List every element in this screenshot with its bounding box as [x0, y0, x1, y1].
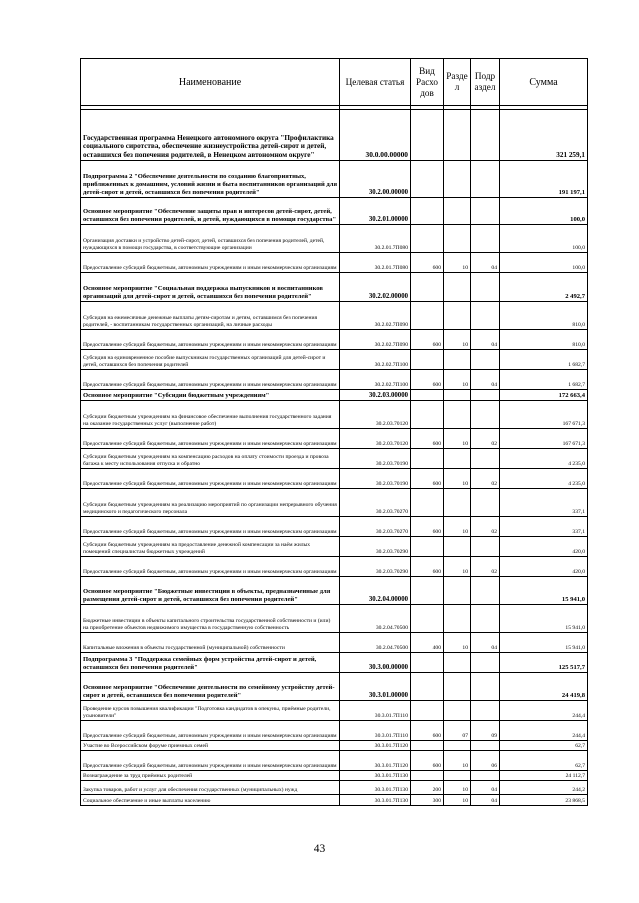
row-section-cell: [444, 537, 471, 557]
table-row: [81, 537, 588, 557]
row-name-cell: Предоставление субсидий бюджетным, автономным учреждениям и иным некоммерческим организациям: [81, 751, 340, 771]
row-target-article-cell: 30.2.03.70120: [340, 429, 411, 449]
row-name-cell: Государственная программа Ненецкого автономного округа "Профилактика социального сиротства, обеспечение жизнеустройства детей-сирот и детей, оставшихся без попечения родителей, в Ненецком автономном округе": [81, 110, 340, 161]
row-name-cell: Предоставление субсидий бюджетным, автономным учреждениям и иным некоммерческим организациям: [81, 253, 340, 273]
row-subsection-cell: [471, 605, 500, 633]
row-sum-cell: 15 941,0: [500, 633, 588, 653]
row-target-article-cell: 30.2.02.00000: [340, 273, 411, 302]
header-subsection: Подр аздел: [471, 59, 500, 106]
row-target-article-cell: 30.3.01.00000: [340, 673, 411, 701]
row-expense-type-cell: [411, 110, 444, 161]
row-sum-cell: 4 235,0: [500, 449, 588, 469]
row-expense-type-cell: [411, 302, 444, 330]
row-expense-type-cell: [411, 225, 444, 253]
row-section-cell: [444, 390, 471, 401]
row-expense-type-cell: 400: [411, 633, 444, 653]
row-subsection-cell: [471, 350, 500, 370]
row-sum-cell: 1 682,7: [500, 350, 588, 370]
row-name-cell: Субсидии бюджетным учреждениям на реализацию мероприятий по организации непрерывного обучения медицинского и педагогического персонала: [81, 489, 340, 517]
row-name-cell: Основное мероприятие "Обеспечение защиты прав и интересов детей-сирот, детей, оставшихся без попечения родителей, и детей, нуждающихся в помощи государства": [81, 198, 340, 225]
row-sum-cell: 337,1: [500, 517, 588, 537]
header-expense-type: Вид Расхо дов: [411, 59, 444, 106]
table-row: [81, 225, 588, 253]
table-body: [81, 110, 588, 806]
row-name-cell: Организация доставки и устройство детей-сирот, детей, оставшихся без попечения родителей, детей, нуждающихся в помощи государства, в соответствующие организации: [81, 225, 340, 253]
table-row: [81, 429, 588, 449]
row-name-cell: Основное мероприятие "Обеспечение деятельности по семейному устройству детей-сирот и детей, оставшихся без попечения родителей": [81, 673, 340, 701]
row-subsection-cell: 02: [471, 517, 500, 537]
row-name-cell: Предоставление субсидий бюджетным, автономным учреждениям и иным некоммерческим организациям: [81, 370, 340, 390]
table-row: [81, 721, 588, 741]
table-row: [81, 605, 588, 633]
row-name-cell: Субсидия на единовременное пособие выпускникам государственных организаций для детей-сирот и детей, оставшихся без попечения родителей: [81, 350, 340, 370]
table-row: [81, 557, 588, 577]
row-section-cell: [444, 273, 471, 302]
row-expense-type-cell: [411, 771, 444, 781]
budget-table: [80, 58, 588, 806]
row-subsection-cell: 06: [471, 751, 500, 771]
table-row: [81, 653, 588, 673]
row-target-article-cell: 30.2.00.00000: [340, 161, 411, 198]
row-expense-type-cell: [411, 161, 444, 198]
row-name-cell: Вознаграждение за труд приёмных родителей: [81, 771, 340, 781]
row-sum-cell: 191 197,1: [500, 161, 588, 198]
header-name: Наименование: [81, 59, 340, 106]
row-name-cell: Предоставление субсидий бюджетным, автономным учреждениям и иным некоммерческим организациям: [81, 721, 340, 741]
row-subsection-cell: 02: [471, 429, 500, 449]
row-sum-cell: 244,4: [500, 721, 588, 741]
row-target-article-cell: 30.2.04.70500: [340, 605, 411, 633]
row-subsection-cell: [471, 302, 500, 330]
row-section-cell: 10: [444, 370, 471, 390]
row-target-article-cell: 30.3.01.7П130: [340, 781, 411, 795]
row-name-cell: Проведение курсов повышения квалификации "Подготовка кандидатов в опекуны, приёмные родители, усыновители": [81, 701, 340, 721]
row-sum-cell: 244,4: [500, 701, 588, 721]
row-target-article-cell: 30.0.00.00000: [340, 110, 411, 161]
table-row: [81, 302, 588, 330]
row-expense-type-cell: [411, 449, 444, 469]
row-section-cell: 10: [444, 781, 471, 795]
row-name-cell: Закупка товаров, работ и услуг для обеспечения государственных (муниципальных) нужд: [81, 781, 340, 795]
row-section-cell: [444, 225, 471, 253]
row-expense-type-cell: [411, 605, 444, 633]
table-row: [81, 370, 588, 390]
row-name-cell: Подпрограмма 3 "Поддержка семейных форм устройства детей-сирот и детей, оставшихся без попечения родителей": [81, 653, 340, 673]
row-target-article-cell: 30.3.00.00000: [340, 653, 411, 673]
row-expense-type-cell: 600: [411, 517, 444, 537]
table-row: [81, 673, 588, 701]
row-subsection-cell: [471, 449, 500, 469]
table-row: [81, 701, 588, 721]
row-subsection-cell: 04: [471, 795, 500, 806]
row-expense-type-cell: [411, 653, 444, 673]
row-name-cell: Предоставление субсидий бюджетным, автономным учреждениям и иным некоммерческим организациям: [81, 330, 340, 350]
header-sum: Сумма: [500, 59, 588, 106]
row-expense-type-cell: [411, 577, 444, 605]
row-section-cell: [444, 198, 471, 225]
row-sum-cell: 337,1: [500, 489, 588, 517]
row-expense-type-cell: 600: [411, 330, 444, 350]
row-section-cell: [444, 701, 471, 721]
row-subsection-cell: 04: [471, 370, 500, 390]
row-target-article-cell: 30.2.02.7П100: [340, 350, 411, 370]
row-expense-type-cell: 600: [411, 370, 444, 390]
row-section-cell: [444, 741, 471, 751]
row-sum-cell: 420,0: [500, 557, 588, 577]
row-section-cell: [444, 605, 471, 633]
row-subsection-cell: [471, 701, 500, 721]
row-expense-type-cell: 600: [411, 721, 444, 741]
row-subsection-cell: 02: [471, 557, 500, 577]
row-section-cell: 10: [444, 557, 471, 577]
row-subsection-cell: [471, 401, 500, 429]
row-expense-type-cell: [411, 390, 444, 401]
row-target-article-cell: 30.2.04.70500: [340, 633, 411, 653]
table-header-row: [81, 59, 588, 106]
row-sum-cell: 23 868,5: [500, 795, 588, 806]
table-row: [81, 330, 588, 350]
row-target-article-cell: 30.2.03.00000: [340, 390, 411, 401]
row-target-article-cell: 30.3.01.7П120: [340, 751, 411, 771]
row-expense-type-cell: 200: [411, 781, 444, 795]
row-target-article-cell: 30.2.01.00000: [340, 198, 411, 225]
row-section-cell: 10: [444, 253, 471, 273]
row-section-cell: [444, 489, 471, 517]
row-sum-cell: 167 671,3: [500, 401, 588, 429]
row-name-cell: Предоставление субсидий бюджетным, автономным учреждениям и иным некоммерческим организациям: [81, 517, 340, 537]
row-name-cell: Предоставление субсидий бюджетным, автономным учреждениям и иным некоммерческим организациям: [81, 429, 340, 449]
row-section-cell: [444, 302, 471, 330]
row-sum-cell: 24 419,8: [500, 673, 588, 701]
row-target-article-cell: 30.2.03.70290: [340, 557, 411, 577]
row-target-article-cell: 30.2.03.70190: [340, 449, 411, 469]
row-target-article-cell: 30.2.01.7П080: [340, 253, 411, 273]
row-subsection-cell: [471, 390, 500, 401]
table-row: [81, 741, 588, 751]
row-subsection-cell: 04: [471, 781, 500, 795]
row-section-cell: 10: [444, 429, 471, 449]
row-target-article-cell: 30.2.03.70190: [340, 469, 411, 489]
row-target-article-cell: 30.3.01.7П130: [340, 795, 411, 806]
table-row: [81, 795, 588, 806]
row-subsection-cell: [471, 741, 500, 751]
row-target-article-cell: 30.2.01.7П080: [340, 225, 411, 253]
table-row: [81, 350, 588, 370]
row-subsection-cell: [471, 771, 500, 781]
header-target-article: Целевая статья: [340, 59, 411, 106]
row-subsection-cell: [471, 537, 500, 557]
row-target-article-cell: 30.2.02.7П090: [340, 302, 411, 330]
row-name-cell: Субсидии бюджетным учреждениям на финансовое обеспечение выполнения государственного задания на оказание государственных услуг (выполнение работ): [81, 401, 340, 429]
table-row: [81, 110, 588, 161]
row-target-article-cell: 30.3.01.7П110: [340, 721, 411, 741]
row-subsection-cell: 04: [471, 253, 500, 273]
row-expense-type-cell: 600: [411, 429, 444, 449]
row-sum-cell: 810,0: [500, 330, 588, 350]
row-subsection-cell: [471, 198, 500, 225]
row-sum-cell: 62,7: [500, 741, 588, 751]
row-expense-type-cell: 600: [411, 557, 444, 577]
row-target-article-cell: 30.3.01.7П110: [340, 701, 411, 721]
row-section-cell: [444, 577, 471, 605]
row-expense-type-cell: [411, 401, 444, 429]
header-section: Разде л: [444, 59, 471, 106]
row-subsection-cell: [471, 653, 500, 673]
row-sum-cell: 100,0: [500, 253, 588, 273]
row-sum-cell: 2 492,7: [500, 273, 588, 302]
row-expense-type-cell: 600: [411, 469, 444, 489]
row-subsection-cell: [471, 577, 500, 605]
row-expense-type-cell: [411, 537, 444, 557]
row-expense-type-cell: [411, 489, 444, 517]
row-target-article-cell: 30.2.03.70270: [340, 489, 411, 517]
row-section-cell: [444, 653, 471, 673]
row-subsection-cell: [471, 673, 500, 701]
row-section-cell: [444, 401, 471, 429]
row-name-cell: Социальное обеспечение и иные выплаты населению: [81, 795, 340, 806]
row-section-cell: 10: [444, 751, 471, 771]
row-name-cell: Капитальные вложения в объекты государственной (муниципальной) собственности: [81, 633, 340, 653]
row-subsection-cell: [471, 273, 500, 302]
row-name-cell: Субсидии бюджетным учреждениям на предоставление денежной компенсации за наём жилых помещений специалистам бюджетных учреждений: [81, 537, 340, 557]
row-subsection-cell: [471, 110, 500, 161]
table-row: [81, 751, 588, 771]
row-expense-type-cell: [411, 198, 444, 225]
row-expense-type-cell: [411, 273, 444, 302]
row-sum-cell: 100,0: [500, 198, 588, 225]
row-target-article-cell: 30.2.03.70270: [340, 517, 411, 537]
table-row: [81, 633, 588, 653]
row-expense-type-cell: [411, 741, 444, 751]
row-target-article-cell: 30.2.03.70290: [340, 537, 411, 557]
row-sum-cell: 420,0: [500, 537, 588, 557]
row-target-article-cell: 30.3.01.7П130: [340, 771, 411, 781]
table-row: [81, 577, 588, 605]
row-name-cell: Основное мероприятие "Социальная поддержка выпускников и воспитанников организаций для детей-сирот и детей, оставшихся без попечения родителей": [81, 273, 340, 302]
table-row: [81, 517, 588, 537]
row-sum-cell: 125 517,7: [500, 653, 588, 673]
row-section-cell: 10: [444, 330, 471, 350]
row-section-cell: [444, 673, 471, 701]
row-subsection-cell: 04: [471, 633, 500, 653]
table-row: [81, 469, 588, 489]
row-sum-cell: 167 671,3: [500, 429, 588, 449]
table-row: [81, 781, 588, 795]
row-sum-cell: 15 941,0: [500, 577, 588, 605]
row-subsection-cell: [471, 225, 500, 253]
row-section-cell: [444, 110, 471, 161]
row-section-cell: 07: [444, 721, 471, 741]
row-expense-type-cell: [411, 350, 444, 370]
row-name-cell: Субсидия на ежемесячные денежные выплаты детям-сиротам и детям, оставшимся без попечения родителей, - воспитанникам государственных организаций, на личные расходы: [81, 302, 340, 330]
row-sum-cell: 244,2: [500, 781, 588, 795]
table-row: [81, 489, 588, 517]
row-sum-cell: 810,0: [500, 302, 588, 330]
row-target-article-cell: 30.2.02.7П100: [340, 370, 411, 390]
row-sum-cell: 172 663,4: [500, 390, 588, 401]
row-section-cell: [444, 771, 471, 781]
table-row: [81, 273, 588, 302]
row-sum-cell: 4 235,0: [500, 469, 588, 489]
table-row: [81, 161, 588, 198]
row-name-cell: Подпрограмма 2 "Обеспечение деятельности по созданию благоприятных, приближенных к домашним, условий жизни и быта воспитанников организаций для детей-сирот и детей, оставшихся без попечения родителей": [81, 161, 340, 198]
row-sum-cell: 62,7: [500, 751, 588, 771]
row-target-article-cell: 30.2.03.70120: [340, 401, 411, 429]
row-target-article-cell: 30.2.02.7П090: [340, 330, 411, 350]
row-expense-type-cell: 300: [411, 795, 444, 806]
row-expense-type-cell: [411, 701, 444, 721]
row-target-article-cell: 30.3.01.7П120: [340, 741, 411, 751]
row-sum-cell: 24 112,7: [500, 771, 588, 781]
table-row: [81, 771, 588, 781]
row-name-cell: Предоставление субсидий бюджетным, автономным учреждениям и иным некоммерческим организациям: [81, 557, 340, 577]
row-subsection-cell: 09: [471, 721, 500, 741]
row-name-cell: Участие во Всероссийском форуме приемных семей: [81, 741, 340, 751]
row-expense-type-cell: [411, 673, 444, 701]
row-section-cell: 10: [444, 795, 471, 806]
row-expense-type-cell: 600: [411, 751, 444, 771]
table-row: [81, 253, 588, 273]
row-name-cell: Основное мероприятие "Субсидии бюджетным учреждениям": [81, 390, 340, 401]
row-name-cell: Предоставление субсидий бюджетным, автономным учреждениям и иным некоммерческим организациям: [81, 469, 340, 489]
row-sum-cell: 1 682,7: [500, 370, 588, 390]
row-sum-cell: 321 259,1: [500, 110, 588, 161]
row-target-article-cell: 30.2.04.00000: [340, 577, 411, 605]
row-section-cell: 10: [444, 469, 471, 489]
table-row: [81, 401, 588, 429]
row-subsection-cell: [471, 489, 500, 517]
row-section-cell: 10: [444, 517, 471, 537]
row-section-cell: [444, 449, 471, 469]
row-name-cell: Субсидии бюджетным учреждениям на компенсацию расходов на оплату стоимости проезда и провоза багажа к месту использования отпуска и обратно: [81, 449, 340, 469]
row-name-cell: Бюджетные инвестиции в объекты капитального строительства государственной собственности и (или) на приобретение объектов недвижимого имущества в государственную собственность: [81, 605, 340, 633]
page-number: 43: [313, 843, 326, 855]
row-section-cell: [444, 350, 471, 370]
row-expense-type-cell: 600: [411, 253, 444, 273]
table-row: [81, 390, 588, 401]
row-sum-cell: 100,0: [500, 225, 588, 253]
row-name-cell: Основное мероприятие "Бюджетные инвестиции в объекты, предназначенные для размещения детей-сирот и детей, оставшихся без попечения родителей": [81, 577, 340, 605]
row-subsection-cell: 04: [471, 330, 500, 350]
table-row: [81, 449, 588, 469]
row-section-cell: [444, 161, 471, 198]
table-row: [81, 198, 588, 225]
row-subsection-cell: [471, 161, 500, 198]
row-sum-cell: 15 941,0: [500, 605, 588, 633]
row-section-cell: 10: [444, 633, 471, 653]
row-subsection-cell: 02: [471, 469, 500, 489]
